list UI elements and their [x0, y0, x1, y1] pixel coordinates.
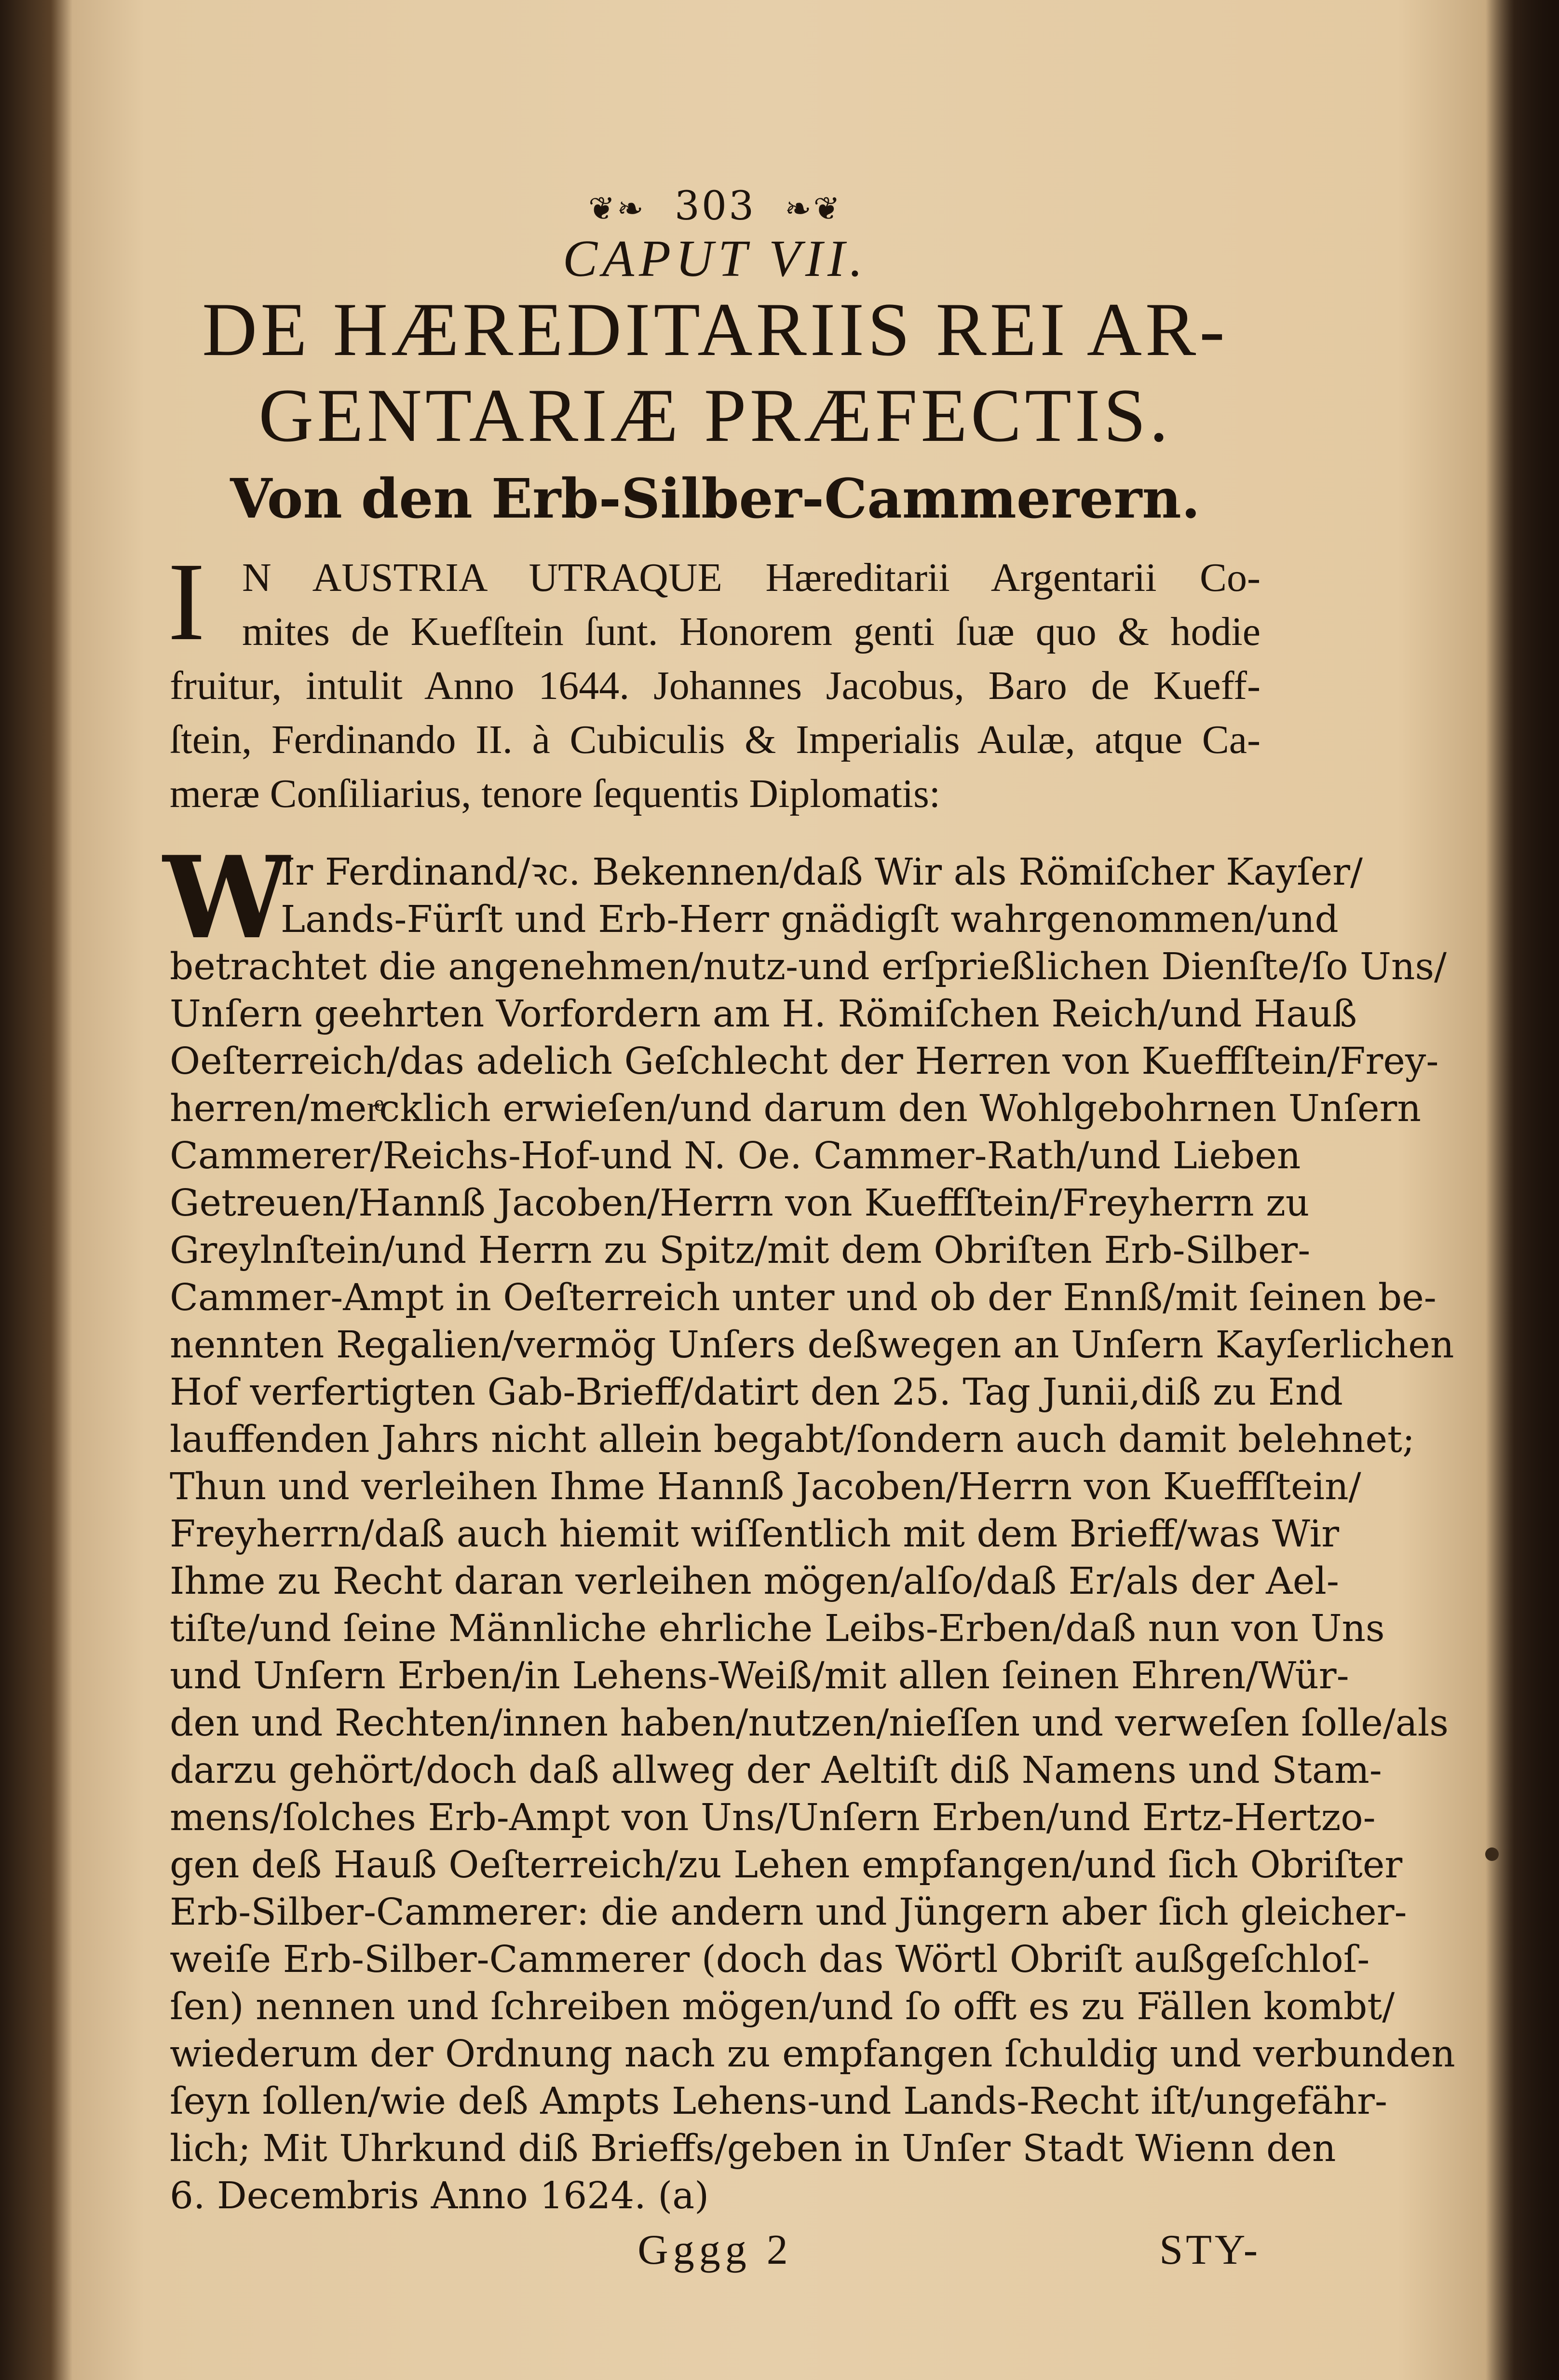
- intro-line: ſtein, Ferdinando II. à Cubiculis & Imperialis Aulæ, atque Ca-: [170, 717, 1261, 762]
- intro-paragraph: [168, 540, 1261, 821]
- letter-dropcap: W: [163, 832, 290, 964]
- letter-line: Cammer-Ampt in Oeſterreich unter und ob der Ennß/mit ſeinen be-: [170, 1276, 1437, 1319]
- letter-line: und Unſern Erben/in Lehens-Weiß/mit allen ſeinen Ehren/Wür-: [170, 1655, 1349, 1697]
- letter-line: Ihme zu Recht daran verleihen mögen/alſo/daß Er/als der Ael-: [170, 1560, 1339, 1603]
- chapter-title: [170, 287, 1261, 459]
- intro-line: fruitur, intulit Anno 1644. Johannes Jacobus, Baro de Kueff-: [170, 663, 1261, 708]
- letter-line: Hof verfertigten Gab-Brieff/datirt den 25. Tag Junii,diß zu End: [170, 1371, 1343, 1414]
- left-ornament-icon: ❦❧: [588, 190, 646, 227]
- letter-line: Cammerer/Reichs-Hof-und N. Oe. Cammer-Rath/und Lieben: [170, 1135, 1301, 1177]
- chapter-label: CAPUT VII.: [563, 230, 868, 287]
- page-header: [170, 183, 1261, 229]
- diploma-text: [163, 832, 1455, 2220]
- letter-line: mens/ſolches Erb-Ampt von Uns/Unſern Erben/und Ertz-Hertzo-: [170, 1796, 1376, 1839]
- letter-line: Erb-Silber-Cammerer: die andern und Jüngern aber ſich gleicher-: [170, 1891, 1407, 1934]
- letter-line: ſen) nennen und ſchreiben mögen/und ſo offt es zu Fällen kombt/: [170, 1985, 1395, 2028]
- letter-line: Ir Ferdinand/ꝛc. Bekennen/daß Wir als Römiſcher Kayſer/: [281, 851, 1363, 894]
- page-footer: [170, 2226, 1261, 2279]
- letter-line: betrachtet die angenehmen/nutz-und erſprießlichen Dienſte/ſo Uns/: [170, 945, 1447, 988]
- letter-line: weiſe Erb-Silber-Cammerer (doch das Wörtl Obriſt außgeſchloſ-: [170, 1938, 1370, 1981]
- letter-line: Freyherrn/daß auch hiemit wiſſentlich mit dem Brieff/was Wir: [170, 1513, 1340, 1556]
- letter-line: Unſern geehrten Vorfordern am H. Römiſchen Reich/und Hauß: [170, 993, 1357, 1036]
- letter-line: Lands-Fürſt und Erb-Herr gnädigſt wahrgenommen/und: [281, 898, 1339, 941]
- letter-line: herren/merͤcklich erwieſen/und darum den Wohlgebohrnen Unſern: [170, 1087, 1421, 1130]
- letter-line: Greylnſtein/und Herrn zu Spitz/mit dem Obriſten Erb-Silber-: [170, 1229, 1311, 1272]
- intro-line: N AUSTRIA UTRAQUE Hæreditarii Argentarii Co-: [242, 555, 1261, 600]
- intro-dropcap: I: [168, 540, 205, 664]
- letter-line: Thun und verleihen Ihme Hannß Jacoben/Herrn von Kueffſtein/: [170, 1465, 1361, 1508]
- letter-line: den und Rechten/innen haben/nutzen/nieſſen und verweſen ſolle/als: [170, 1702, 1449, 1745]
- intro-line: mites de Kuefſtein ſunt. Honorem genti ſuæ quo & hodie: [242, 609, 1261, 654]
- facing-page-edge: [0, 0, 72, 2380]
- letter-line: lauffenden Jahrs nicht allein begabt/ſondern auch damit belehnet;: [170, 1418, 1415, 1461]
- letter-line: gen deß Hauß Oeſterreich/zu Lehen empfangen/und ſich Obriſter: [170, 1844, 1403, 1887]
- signature-mark: Gggg 2: [637, 2227, 793, 2273]
- letter-line: wiederum der Ordnung nach zu empfangen ſchuldig und verbunden: [170, 2033, 1455, 2076]
- ink-speck: [1485, 1847, 1499, 1861]
- letter-line: tiſte/und ſeine Männliche ehrliche Leibs-Erben/daß nun von Uns: [170, 1607, 1385, 1650]
- chapter-title-line-1: DE HÆREDITARIIS REI AR-: [202, 287, 1228, 372]
- right-ornament-icon: ❧❦: [785, 190, 842, 227]
- letter-line: Oeſterreich/das adelich Geſchlecht der Herren von Kueffſtein/Frey-: [170, 1040, 1439, 1083]
- catchword: STY-: [1159, 2227, 1261, 2273]
- letter-line: ſeyn ſollen/wie deß Ampts Lehens-und Lands-Recht iſt/ungefähr-: [170, 2080, 1387, 2123]
- letter-line: nennten Regalien/vermög Unſers deßwegen an Unſern Kayſerlichen: [170, 1324, 1454, 1367]
- page-content: [163, 183, 1455, 2279]
- letter-line: 6. Decembris Anno 1624. (a): [170, 2175, 709, 2217]
- letter-line: darzu gehört/doch daß allweg der Aeltiſt diß Namens und Stam-: [170, 1749, 1382, 1792]
- letter-line: lich; Mit Uhrkund diß Brieffs/geben in Unſer Stadt Wienn den: [170, 2127, 1336, 2170]
- page-number: 303: [674, 183, 756, 229]
- intro-line: meræ Conſiliarius, tenore ſequentis Diplomatis:: [170, 771, 941, 816]
- letter-line: Getreuen/Hannß Jacoben/Herrn von Kueffſtein/Freyherrn zu: [170, 1182, 1310, 1225]
- binding-shadow: [1487, 0, 1559, 2380]
- chapter-subtitle: Von den Erb-Silber-Cammerern.: [230, 467, 1200, 531]
- chapter-title-line-2: GENTARIÆ PRÆFECTIS.: [258, 373, 1172, 458]
